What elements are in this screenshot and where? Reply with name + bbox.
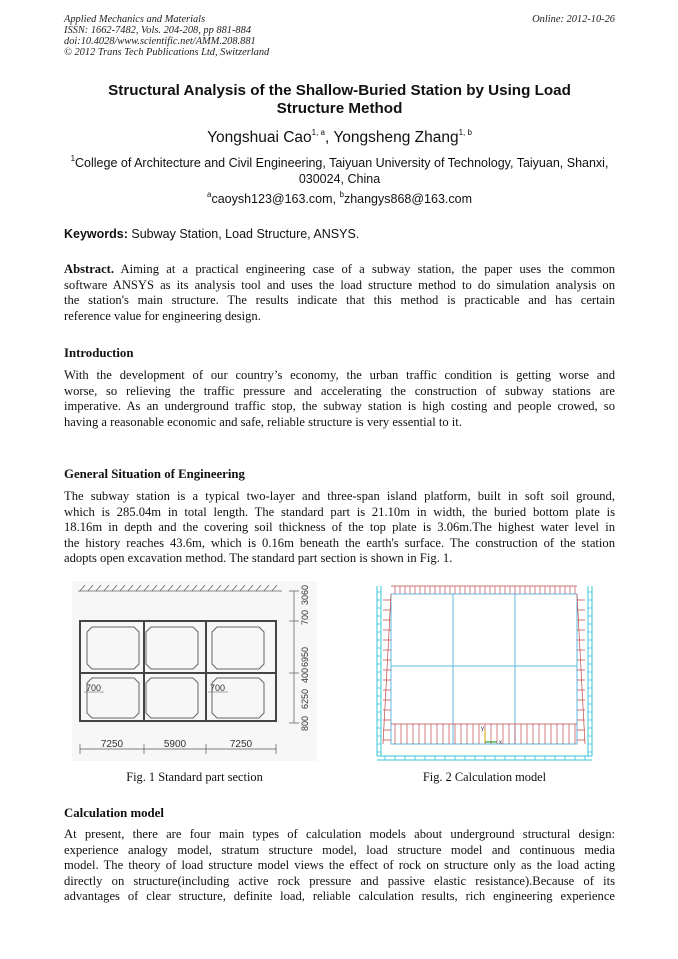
- paper-title: [64, 82, 615, 118]
- keywords: [64, 227, 615, 242]
- title-line: Structural Analysis of the Shallow-Buried Station by Using Load: [108, 82, 571, 99]
- dimension-label: 700: [300, 609, 310, 625]
- paragraph-line: model. The theory of load structure model views the effect of rock on structure only as the load acting: [64, 858, 615, 873]
- abstract-line: reference value for engineering design.: [64, 308, 261, 323]
- keywords-text: Subway Station, Load Structure, ANSYS.: [127, 227, 360, 241]
- online-date: Online: 2012-10-26: [532, 14, 615, 25]
- affil-line: College of Architecture and Civil Engineering, Taiyuan University of Technology, Taiyuan, Shanxi,: [75, 156, 609, 170]
- paragraph-line: the history reaches 43.6m, which is 0.16m beneath the earth's surface. The construction of the station: [64, 535, 615, 550]
- dimension-label: 700: [210, 683, 226, 693]
- dimension-label: 7250: [229, 739, 253, 750]
- email-mark: a: [207, 189, 212, 199]
- paragraph-line: worse, so relieving the traffic pressure and accelerating the construction of subway stations are: [64, 383, 615, 398]
- affiliation: [64, 155, 615, 187]
- dimension-label: 6250: [300, 688, 310, 709]
- dimension-label: 400: [300, 667, 310, 683]
- abstract-label: Abstract.: [64, 262, 115, 276]
- paragraph-line: At present, there are four main types of calculation models about underground structural design:: [64, 827, 615, 841]
- paragraph-line: having a reasonable economic and safe, reliable structure is very essential to it.: [64, 414, 462, 429]
- figure-2-calculation-model: [373, 580, 596, 763]
- dimension-label: 700: [86, 683, 102, 693]
- figure-1-caption: Fig. 1 Standard part section: [126, 770, 263, 784]
- email-address: zhangys868@163.com: [343, 192, 472, 206]
- journal-header: [64, 14, 615, 58]
- calculation-paragraph: [64, 827, 615, 905]
- affil-mark: 1: [70, 153, 76, 163]
- author-name: Yongshuai Cao: [207, 129, 312, 146]
- dimension-label: 6950: [300, 646, 310, 667]
- figure-2-caption: Fig. 2 Calculation model: [422, 770, 547, 784]
- section-heading: General Situation of Engineering: [64, 467, 245, 481]
- title-line: Structure Method: [276, 100, 403, 117]
- paragraph-line: directly on structure(including active rock pressure and passive elastic resistance).Because of its: [64, 873, 615, 888]
- paragraph-line: experience analogy model, stratum structure model, load structure model and continuous media: [64, 842, 615, 857]
- section-heading: Calculation model: [64, 806, 164, 820]
- author-separator: ,: [324, 129, 334, 146]
- dimension-label: 3060: [300, 584, 310, 605]
- email-address: caoysh123@163.com,: [211, 192, 340, 206]
- paragraph-line: The subway station is a typical two-layer and three-span island platform, built in soft soil ground,: [64, 489, 615, 503]
- issn-line: ISSN: 1662-7482, Vols. 204-208, pp 881-884: [64, 25, 252, 36]
- general-paragraph: [64, 489, 615, 567]
- abstract-line: Abstract. Aiming at a practical engineering case of a subway station, the paper uses the common: [64, 262, 615, 276]
- axis-label: y: [481, 726, 484, 732]
- copyright-line: © 2012 Trans Tech Publications Ltd, Switzerland: [64, 47, 270, 58]
- paragraph-line: imperative. As an underground traffic stop, the subway station is high costing and people crowed, so: [64, 399, 615, 414]
- keywords-label: Keywords:: [64, 227, 128, 241]
- email-mark: b: [339, 189, 344, 199]
- author-affil-mark: 1, b: [458, 127, 472, 137]
- author-name: Yongsheng Zhang: [333, 129, 459, 146]
- abstract: [64, 262, 615, 324]
- journal-name: Applied Mechanics and Materials: [64, 14, 206, 25]
- paragraph-line: With the development of our country’s economy, the urban traffic condition is getting worse and: [64, 368, 615, 382]
- dimension-label: 5900: [163, 739, 187, 750]
- paragraph-line: 18.16m in depth and the covering soil thickness of the top plate is 3.06m.The highest water level in: [64, 520, 615, 535]
- paragraph-line: which is 285.04m in total length. The standard part is 21.10m in width, the buried bottom plate is: [64, 504, 615, 519]
- abstract-line: the station's main structure. The results indicate that this method is practicable and has certain: [64, 293, 615, 308]
- section-heading: Introduction: [64, 346, 134, 360]
- author-list: [64, 128, 615, 148]
- doi-line: doi:10.4028/www.scientific.net/AMM.208.881: [64, 36, 256, 47]
- introduction-paragraph: [64, 368, 615, 430]
- author-emails: [64, 191, 615, 207]
- abstract-line: software ANSYS as its analysis tool and uses the load structure method to do simulation analysis on: [64, 277, 615, 292]
- paragraph-line: advantages of clear structure, definite load, reliable calculation results, rich engineering experience: [64, 889, 615, 904]
- figure-1-section-drawing: [72, 581, 317, 761]
- dimension-label: 7250: [100, 739, 124, 750]
- dimension-label: 800: [300, 715, 310, 731]
- axis-label: x: [499, 740, 502, 746]
- paragraph-line: adopts open excavation method. The standard part section is shown in Fig. 1.: [64, 551, 453, 566]
- author-affil-mark: 1, a: [311, 127, 325, 137]
- affil-line: 030024, China: [298, 172, 381, 186]
